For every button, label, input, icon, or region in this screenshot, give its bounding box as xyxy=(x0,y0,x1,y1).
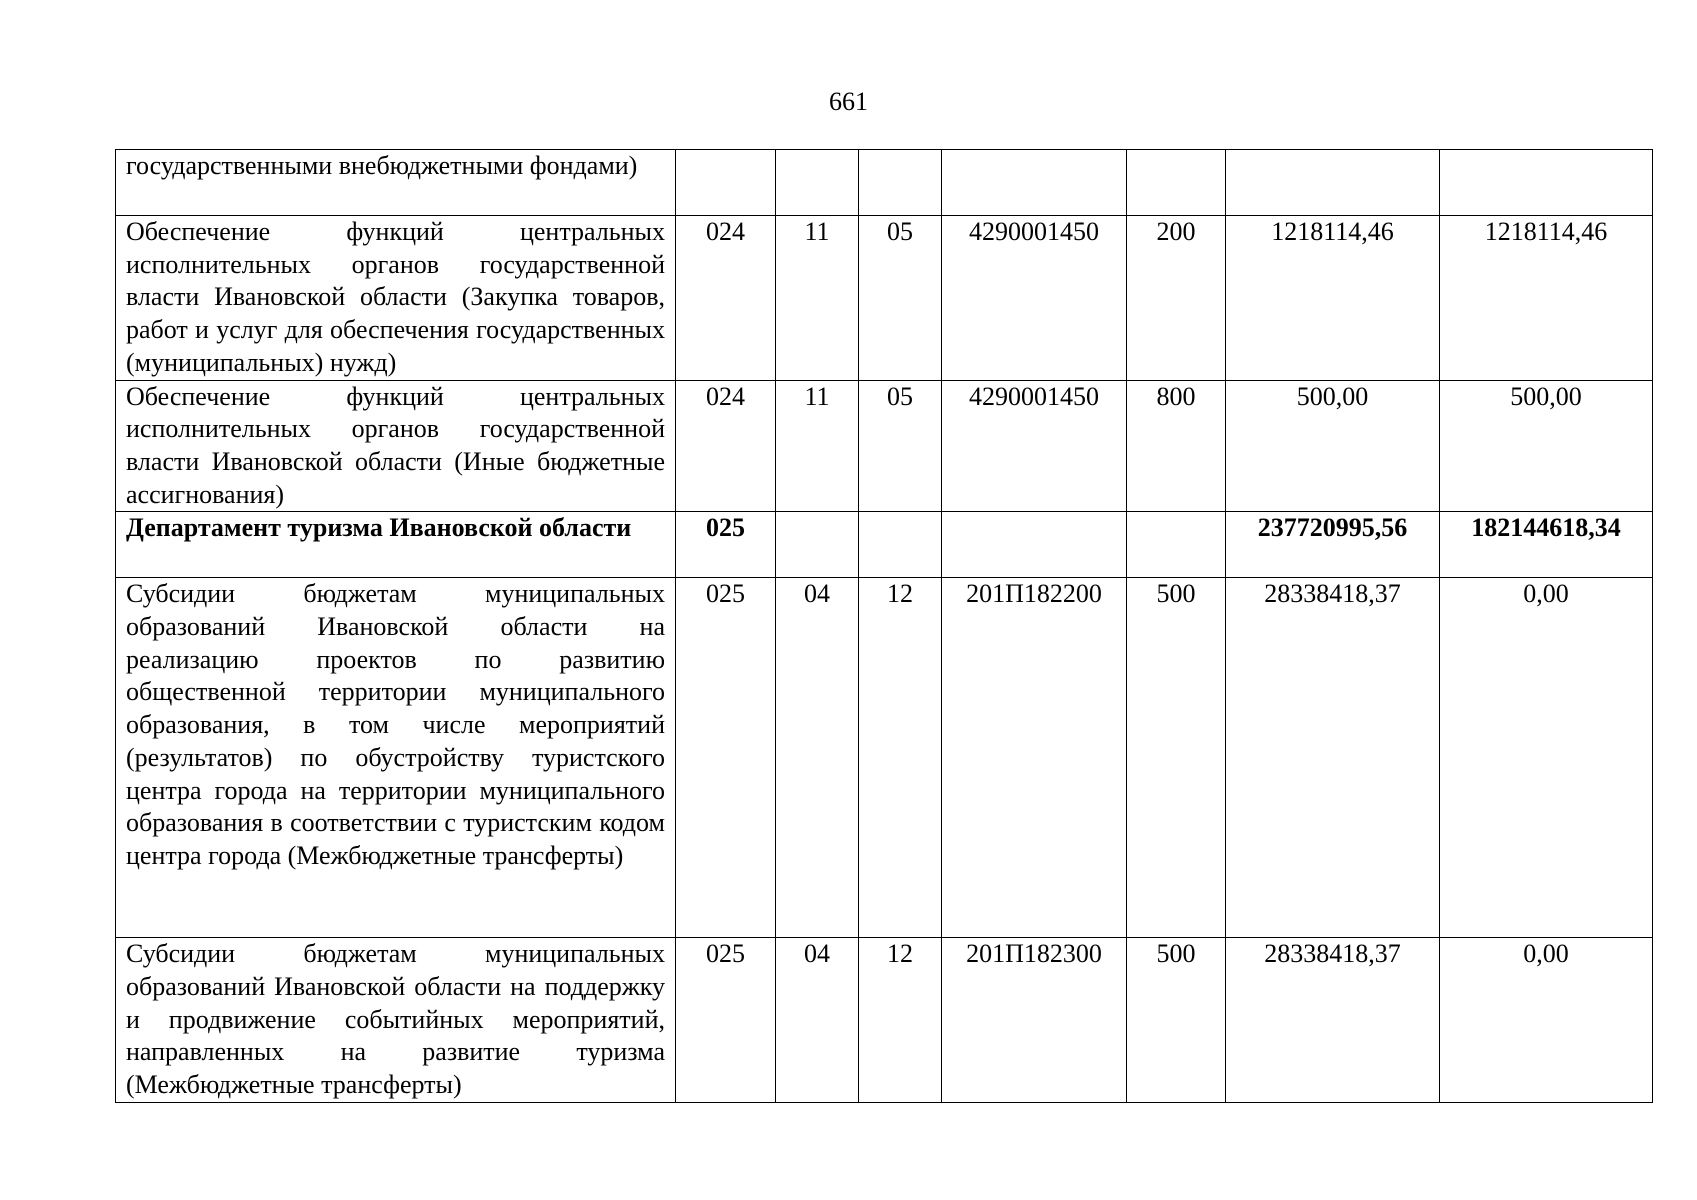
ministry-code: 025 xyxy=(676,512,776,578)
expense-type-code xyxy=(1127,150,1226,216)
section-code: 04 xyxy=(776,578,859,938)
subsection-code: 05 xyxy=(859,216,942,381)
sum-year-2: 1218114,46 xyxy=(1440,216,1653,381)
subsection-code: 12 xyxy=(859,578,942,938)
target-article-code: 201П182200 xyxy=(942,578,1127,938)
sum-year-2 xyxy=(1440,150,1653,216)
section-code xyxy=(776,150,859,216)
row-description: Департамент туризма Ивановской области xyxy=(116,512,676,578)
sum-year-1: 28338418,37 xyxy=(1226,938,1440,1103)
row-description: Субсидии бюджетам муниципальных образований Ивановской области на реализацию проектов по развитию общественной территории муниципального образования, в том числе мероприятий (результатов) по обустройству туристского центра города на территории муниципального образования в соответствии с туристским кодом центра города (Межбюджетные трансферты) xyxy=(116,578,676,938)
target-article-code: 201П182300 xyxy=(942,938,1127,1103)
ministry-code xyxy=(676,150,776,216)
ministry-code: 025 xyxy=(676,578,776,938)
expense-type-code xyxy=(1127,512,1226,578)
table-row-department xyxy=(116,512,1653,578)
page-number: 661 xyxy=(829,87,868,116)
subsection-code: 05 xyxy=(859,380,942,512)
row-description: Обеспечение функций центральных исполнительных органов государственной власти Ивановской области (Иные бюджетные ассигнования) xyxy=(116,380,676,512)
ministry-code: 025 xyxy=(676,938,776,1103)
ministry-code: 024 xyxy=(676,216,776,381)
section-code: 04 xyxy=(776,938,859,1103)
target-article-code: 4290001450 xyxy=(942,380,1127,512)
table-row xyxy=(116,216,1653,381)
sum-year-1 xyxy=(1226,150,1440,216)
sum-year-2: 0,00 xyxy=(1440,578,1653,938)
table-row xyxy=(116,938,1653,1103)
sum-year-1: 500,00 xyxy=(1226,380,1440,512)
subsection-code xyxy=(859,512,942,578)
table-row xyxy=(116,578,1653,938)
target-article-code: 4290001450 xyxy=(942,216,1127,381)
sum-year-1: 237720995,56 xyxy=(1226,512,1440,578)
section-code xyxy=(776,512,859,578)
row-description: государственными внебюджетными фондами) xyxy=(116,150,676,216)
ministry-code: 024 xyxy=(676,380,776,512)
expense-type-code: 500 xyxy=(1127,578,1226,938)
sum-year-1: 1218114,46 xyxy=(1226,216,1440,381)
expense-type-code: 200 xyxy=(1127,216,1226,381)
expense-type-code: 800 xyxy=(1127,380,1226,512)
section-code: 11 xyxy=(776,380,859,512)
row-description: Обеспечение функций центральных исполнительных органов государственной власти Ивановской области (Закупка товаров, работ и услуг для обеспечения государственных (муниципальных) нужд) xyxy=(116,216,676,381)
expense-type-code: 500 xyxy=(1127,938,1226,1103)
sum-year-2: 500,00 xyxy=(1440,380,1653,512)
target-article-code xyxy=(942,512,1127,578)
sum-year-1: 28338418,37 xyxy=(1226,578,1440,938)
sum-year-2: 182144618,34 xyxy=(1440,512,1653,578)
target-article-code xyxy=(942,150,1127,216)
table-row xyxy=(116,380,1653,512)
subsection-code: 12 xyxy=(859,938,942,1103)
section-code: 11 xyxy=(776,216,859,381)
sum-year-2: 0,00 xyxy=(1440,938,1653,1103)
table-row xyxy=(116,150,1653,216)
budget-table xyxy=(115,149,1653,1103)
row-description: Субсидии бюджетам муниципальных образований Ивановской области на поддержку и продвижение событийных мероприятий, направленных на развитие туризма (Межбюджетные трансферты) xyxy=(116,938,676,1103)
subsection-code xyxy=(859,150,942,216)
